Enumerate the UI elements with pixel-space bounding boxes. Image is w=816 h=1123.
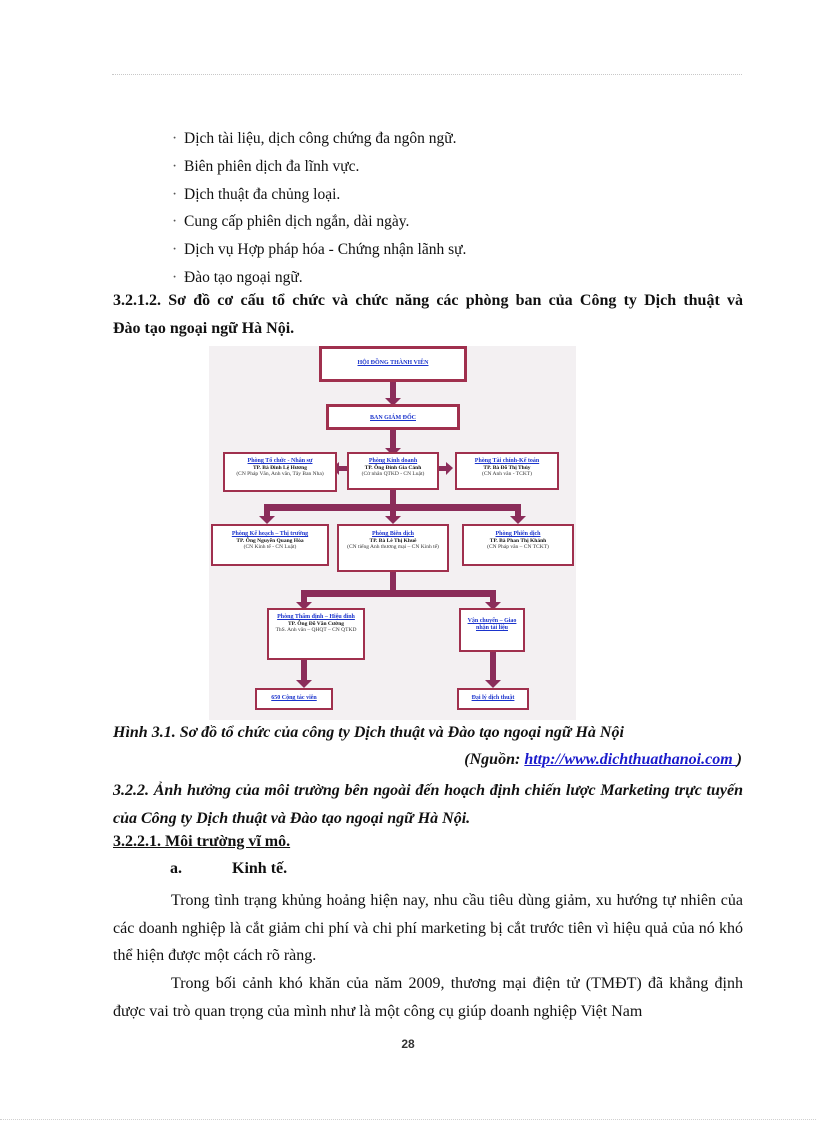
subheading-label: a. bbox=[170, 860, 182, 877]
footer-rule bbox=[0, 1119, 816, 1120]
figure-source bbox=[464, 751, 742, 769]
interpreting-dept-head: TP. Bà Phan Thị Khánh bbox=[489, 537, 547, 544]
planning-dept-box bbox=[211, 524, 329, 566]
list-item: · Dịch thuật đa chủng loại. bbox=[172, 185, 341, 203]
collaborators-label: 650 Cộng tác viên bbox=[271, 695, 317, 701]
org-chart bbox=[209, 346, 576, 720]
translation-dept-note: (CN tiếng Anh thương mại – CN Kinh tế) bbox=[347, 544, 439, 551]
hr-dept-title: Phòng Tổ chức - Nhân sự bbox=[247, 458, 313, 464]
board-label: HỘI ĐỒNG THÀNH VIÊN bbox=[357, 360, 429, 366]
appraisal-dept-head: TP. Ông Đỗ Văn Cường bbox=[287, 620, 344, 627]
list-item: · Cung cấp phiên dịch ngắn, dài ngày. bbox=[172, 213, 410, 231]
appraisal-dept-box bbox=[267, 608, 365, 660]
section-heading-3212-line2: Đào tạo ngoại ngữ Hà Nội. bbox=[113, 320, 295, 337]
list-item: · Dịch tài liệu, dịch công chứng đa ngôn ngữ. bbox=[172, 130, 457, 147]
delivery-dept-title: Vận chuyển – Giao nhận tài liệu bbox=[467, 618, 517, 631]
agents-box bbox=[457, 688, 529, 710]
agents-label: Đại lý dịch thuật bbox=[471, 695, 515, 701]
list-item: · Dịch vụ Hợp pháp hóa - Chứng nhận lãnh sự. bbox=[172, 241, 467, 259]
finance-dept-box bbox=[455, 452, 559, 490]
interpreting-dept-title: Phòng Phiên dịch bbox=[495, 531, 541, 537]
hr-dept-note: (CN Pháp Văn, Anh văn, Tây Ban Nha) bbox=[236, 471, 324, 478]
paragraph-2: Trong bối cảnh khó khăn của năm 2009, thương mại điện tử (TMĐT) đã khẳng định được vai trò quan trọng của mình như là một công cụ giúp doanh nghiệp Việt Nam bbox=[113, 975, 743, 1020]
business-dept-note: (Cử nhân QTKD - CN Luật) bbox=[361, 471, 425, 478]
planning-dept-title: Phòng Kế hoạch – Thị trường bbox=[231, 531, 309, 537]
page-number: 28 bbox=[401, 1037, 415, 1051]
directors-box bbox=[326, 404, 460, 430]
paragraph-1: Trong tình trạng khủng hoảng hiện nay, nhu cầu tiêu dùng giảm, xu hướng tự nhiên của các doanh nghiệp là cắt giảm chi phí và chi phí marketing bị cắt trước tiên vì hiệu quả của nó khó thể hiện được một cách rõ ràng. bbox=[113, 892, 743, 964]
board-box bbox=[319, 346, 467, 382]
hr-dept-head: TP. Bà Đinh Lệ Hương bbox=[253, 464, 307, 471]
translation-dept-head: TP. Bà Lê Thị Khuê bbox=[369, 537, 417, 544]
finance-dept-head: TP. Bà Đỗ Thị Thủy bbox=[483, 464, 531, 471]
delivery-dept-box bbox=[459, 608, 525, 652]
business-dept-head: TP. Ông Đinh Gia Cảnh bbox=[364, 464, 422, 471]
directors-label: BAN GIÁM ĐỐC bbox=[370, 415, 416, 421]
translation-dept-title: Phòng Biên dịch bbox=[371, 531, 414, 537]
appraisal-dept-note: ThS. Anh văn – QHQT – CN QTKD bbox=[275, 627, 357, 634]
section-heading-3212-line1: 3.2.1.2. Sơ đồ cơ cấu tổ chức và chức năng các phòng ban của Công ty Dịch thuật và bbox=[113, 292, 743, 309]
subheading-economy bbox=[170, 860, 287, 878]
appraisal-dept-title: Phòng Thẩm định – Hiệu đính bbox=[277, 614, 355, 620]
planning-dept-head: TP. Ông Nguyễn Quang Hòa bbox=[236, 537, 304, 544]
finance-dept-note: (CN Anh văn - TCKT) bbox=[481, 471, 532, 478]
business-dept-box bbox=[347, 452, 439, 490]
finance-dept-title: Phòng Tài chính-Kế toán bbox=[474, 458, 540, 464]
list-item: · Đào tạo ngoại ngữ. bbox=[172, 268, 303, 286]
source-prefix: (Nguồn: bbox=[464, 751, 525, 768]
header-rule bbox=[112, 74, 742, 75]
interpreting-dept-box bbox=[462, 524, 574, 566]
planning-dept-note: (CN Kinh tế - CN Luật) bbox=[243, 544, 297, 551]
source-suffix: ) bbox=[736, 751, 742, 768]
collaborators-box bbox=[255, 688, 333, 710]
hr-dept-box bbox=[223, 452, 337, 492]
services-list bbox=[172, 125, 466, 292]
figure-caption: Hình 3.1. Sơ đồ tổ chức của công ty Dịch thuật và Đào tạo ngoại ngữ Hà Nội bbox=[113, 724, 624, 741]
subheading-text: Kinh tế. bbox=[232, 860, 288, 877]
list-item: · Biên phiên dịch đa lĩnh vực. bbox=[172, 157, 360, 175]
interpreting-dept-note: (CN Pháp văn – CN TCKT) bbox=[487, 544, 549, 551]
translation-dept-box bbox=[337, 524, 449, 572]
business-dept-title: Phòng Kinh doanh bbox=[368, 458, 418, 464]
source-link[interactable]: http://www.dichthuathanoi.com bbox=[524, 751, 737, 768]
section-heading-322: 3.2.2. Ảnh hưởng của môi trường bên ngoài đến hoạch định chiến lược Marketing trực tuyến của Công ty Dịch thuật và Đào tạo ngoại ngữ Hà Nội. bbox=[113, 782, 743, 827]
section-heading-3221: 3.2.2.1. Môi trường vĩ mô. bbox=[113, 833, 291, 850]
